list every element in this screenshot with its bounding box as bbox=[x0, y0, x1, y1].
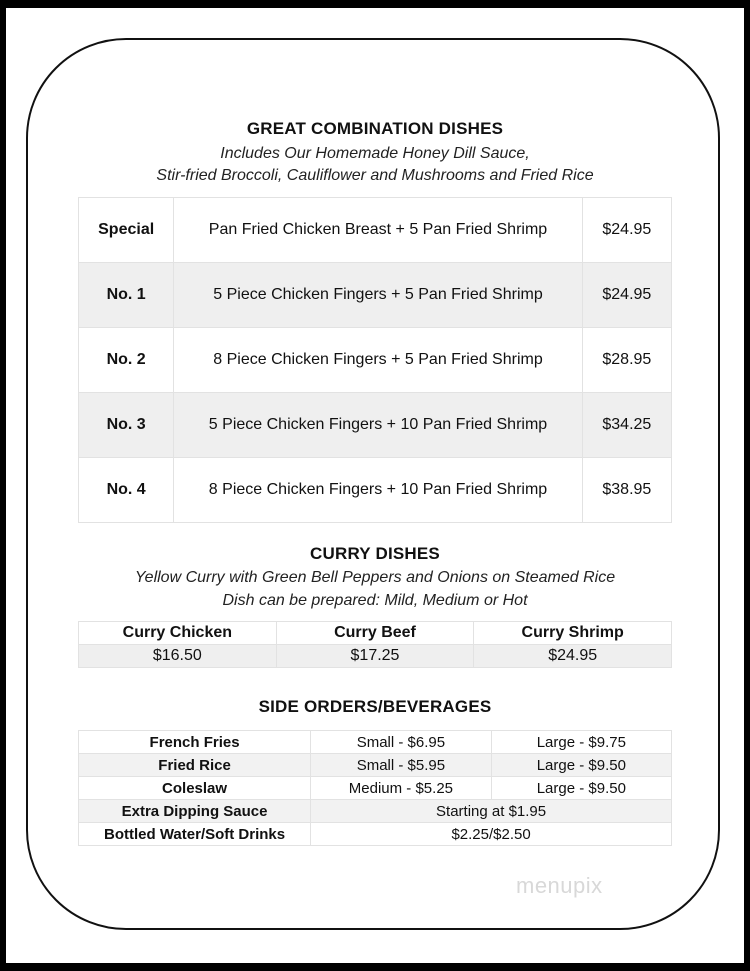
side-option-small: Small - $6.95 bbox=[311, 731, 492, 754]
curry-title: CURRY DISHES bbox=[310, 544, 440, 563]
table-row bbox=[79, 263, 672, 328]
side-item: French Fries bbox=[79, 731, 311, 754]
side-option-large: Large - $9.75 bbox=[491, 731, 671, 754]
combination-table bbox=[78, 197, 672, 523]
combo-description: 8 Piece Chicken Fingers + 5 Pan Fried Shrimp bbox=[174, 328, 582, 393]
side-option-medium: Medium - $5.25 bbox=[311, 777, 492, 800]
table-row bbox=[79, 731, 672, 754]
table-row bbox=[79, 458, 672, 523]
combo-price: $24.95 bbox=[582, 198, 671, 263]
side-item: Fried Rice bbox=[79, 754, 311, 777]
table-row bbox=[79, 198, 672, 263]
watermark-logo: menupix bbox=[516, 873, 603, 898]
combo-label: No. 1 bbox=[79, 263, 174, 328]
sides-title: SIDE ORDERS/BEVERAGES bbox=[258, 697, 492, 716]
combo-price: $34.25 bbox=[582, 393, 671, 458]
table-row bbox=[79, 622, 672, 645]
side-price: $2.25/$2.50 bbox=[311, 823, 672, 846]
combination-subtitle-1: Includes Our Homemade Honey Dill Sauce, bbox=[220, 145, 530, 162]
curry-price: $17.25 bbox=[276, 645, 474, 668]
table-row bbox=[79, 328, 672, 393]
combination-subtitle-2: Stir-fried Broccoli, Cauliflower and Mushrooms and Fried Rice bbox=[156, 167, 594, 184]
combo-description: 5 Piece Chicken Fingers + 5 Pan Fried Shrimp bbox=[174, 263, 582, 328]
sides-table bbox=[78, 730, 672, 846]
side-option-large: Large - $9.50 bbox=[491, 777, 671, 800]
side-option-small: Small - $5.95 bbox=[311, 754, 492, 777]
curry-name: Curry Beef bbox=[276, 622, 474, 645]
table-row bbox=[79, 777, 672, 800]
combo-price: $28.95 bbox=[582, 328, 671, 393]
curry-subtitle-2: Dish can be prepared: Mild, Medium or Hot bbox=[222, 592, 528, 609]
combo-label: Special bbox=[79, 198, 174, 263]
combo-description: 5 Piece Chicken Fingers + 10 Pan Fried Shrimp bbox=[174, 393, 582, 458]
combo-description: Pan Fried Chicken Breast + 5 Pan Fried Shrimp bbox=[174, 198, 582, 263]
table-row bbox=[79, 800, 672, 823]
combo-price: $24.95 bbox=[582, 263, 671, 328]
table-row bbox=[79, 645, 672, 668]
side-item: Bottled Water/Soft Drinks bbox=[79, 823, 311, 846]
side-item: Coleslaw bbox=[79, 777, 311, 800]
combo-label: No. 4 bbox=[79, 458, 174, 523]
curry-price: $24.95 bbox=[474, 645, 672, 668]
combination-title: GREAT COMBINATION DISHES bbox=[246, 119, 504, 138]
side-price: Starting at $1.95 bbox=[311, 800, 672, 823]
curry-name: Curry Chicken bbox=[79, 622, 277, 645]
combo-label: No. 3 bbox=[79, 393, 174, 458]
combo-label: No. 2 bbox=[79, 328, 174, 393]
curry-price: $16.50 bbox=[79, 645, 277, 668]
table-row bbox=[79, 823, 672, 846]
combo-price: $38.95 bbox=[582, 458, 671, 523]
table-row bbox=[79, 754, 672, 777]
table-row bbox=[79, 393, 672, 458]
side-item: Extra Dipping Sauce bbox=[79, 800, 311, 823]
curry-name: Curry Shrimp bbox=[474, 622, 672, 645]
curry-subtitle-1: Yellow Curry with Green Bell Peppers and Onions on Steamed Rice bbox=[134, 569, 616, 586]
side-option-large: Large - $9.50 bbox=[491, 754, 671, 777]
combo-description: 8 Piece Chicken Fingers + 10 Pan Fried Shrimp bbox=[174, 458, 582, 523]
curry-table bbox=[78, 621, 672, 668]
